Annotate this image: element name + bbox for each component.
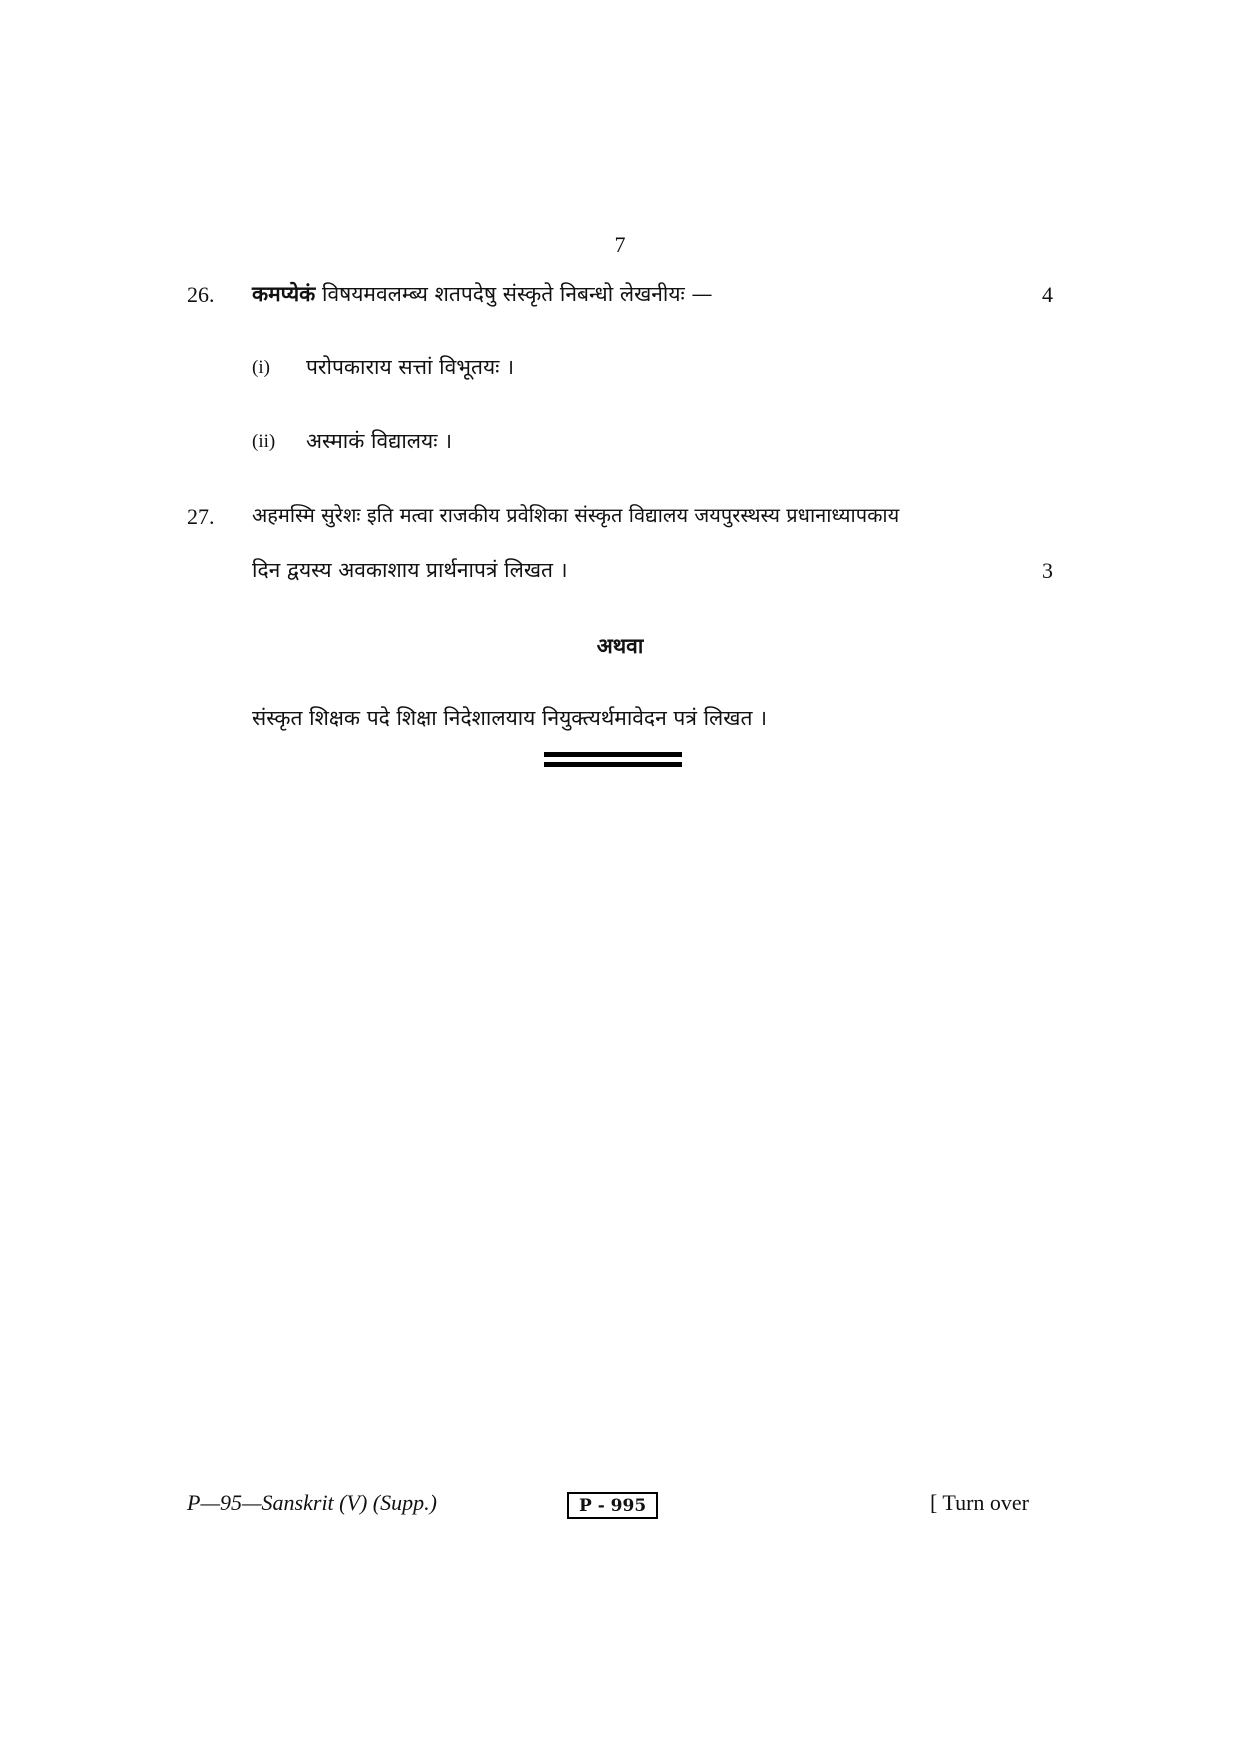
footer-turn-over: [ Turn over bbox=[930, 1490, 1030, 1515]
question-27-marks: 3 bbox=[1042, 558, 1053, 583]
option-i-label: (i) bbox=[252, 357, 270, 378]
option-i-text: परोपकाराय सत्तां विभूतयः । bbox=[306, 355, 515, 379]
page-number: 7 bbox=[614, 232, 626, 257]
question-26-number: 26. bbox=[187, 282, 215, 307]
question-26-marks: 4 bbox=[1042, 282, 1053, 307]
or-heading: अथवा bbox=[596, 633, 644, 658]
question-27-alternative: संस्कृत शिक्षक पदे शिक्षा निदेशालयाय नियुक्त्यर्थमावेदन पत्रं लिखत । bbox=[252, 706, 768, 730]
footer-center-code: P - 995 bbox=[567, 1492, 658, 1519]
footer-paper-code: P—95—Sanskrit (V) (Supp.) bbox=[187, 1490, 437, 1515]
end-divider-bottom bbox=[544, 762, 682, 767]
option-ii-label: (ii) bbox=[252, 431, 276, 452]
question-26-rest: विषयमवलम्ब्य शतपदेषु संस्कृते निबन्धो लेखनीयः — bbox=[315, 282, 713, 306]
question-27-line1: अहमस्मि सुरेशः इति मत्वा राजकीय प्रवेशिका संस्कृत विद्यालय जयपुरस्थस्य प्रधानाध्यापकाय bbox=[252, 503, 900, 527]
question-26-lead: कमप्येकं bbox=[252, 281, 316, 306]
question-27-number: 27. bbox=[187, 504, 215, 529]
end-divider-top bbox=[544, 752, 682, 757]
question-26-text bbox=[252, 280, 712, 308]
question-27-line2: दिन द्वयस्य अवकाशाय प्रार्थनापत्रं लिखत । bbox=[252, 558, 568, 582]
option-ii-text: अस्माकं विद्यालयः । bbox=[306, 429, 453, 453]
